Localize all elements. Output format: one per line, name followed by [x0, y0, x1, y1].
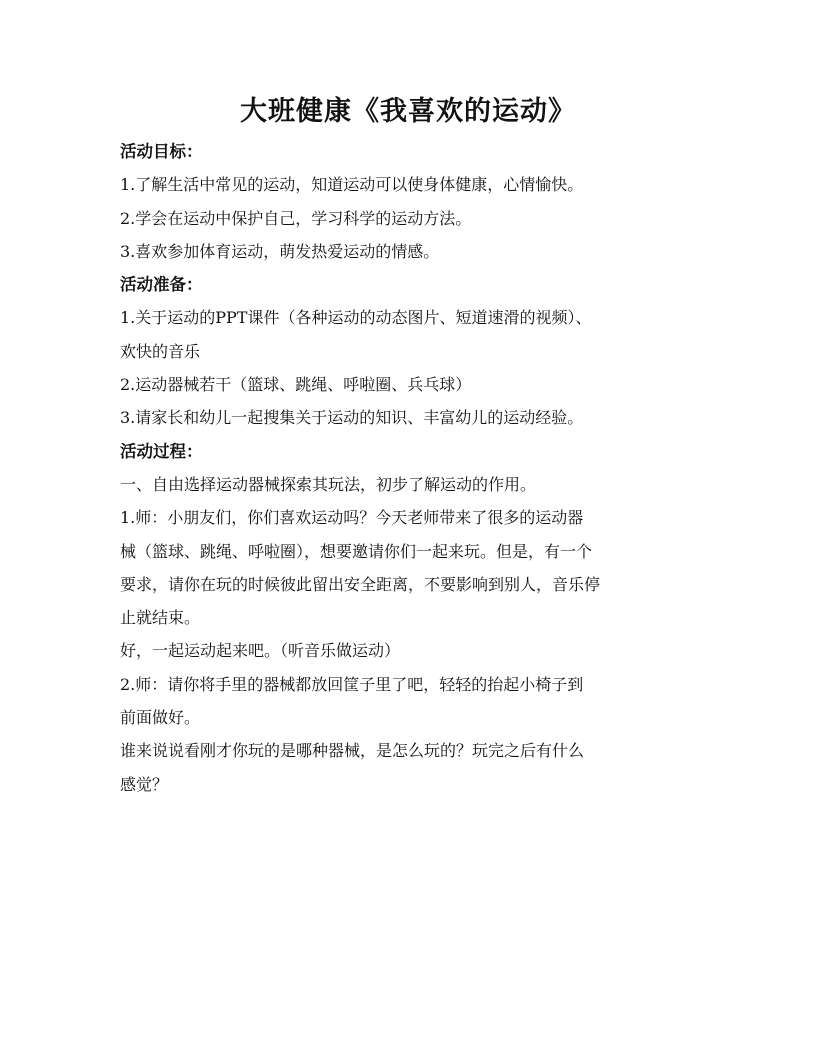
process-paragraph-line: 止就结束。 — [120, 608, 201, 628]
preparation-item-2: 2.运动器械若干（篮球、跳绳、呼啦圈、兵乓球） — [120, 375, 472, 395]
preparation-item-1-continued: 欢快的音乐 — [120, 341, 201, 361]
preparation-item-3: 3.请家长和幼儿一起搜集关于运动的知识、丰富幼儿的运动经验。 — [120, 408, 584, 428]
document-title: 大班健康《我喜欢的运动》 — [240, 96, 576, 127]
goal-item-3: 3.喜欢参加体育运动，萌发热爱运动的情感。 — [120, 241, 440, 261]
process-paragraph-line: 1.师：小朋友们，你们喜欢运动吗？今天老师带来了很多的运动器 — [120, 508, 584, 528]
process-paragraph-line: 好，一起运动起来吧。（听音乐做运动） — [120, 641, 401, 661]
goal-item-2: 2.学会在运动中保护自己，学习科学的运动方法。 — [120, 208, 472, 228]
process-paragraph-line: 谁来说说看刚才你玩的是哪种器械，是怎么玩的？玩完之后有什么 — [120, 741, 585, 761]
section-heading-process: 活动过程： — [120, 441, 203, 461]
section-heading-goals: 活动目标： — [120, 142, 203, 161]
preparation-item-1: 1.关于运动的PPT课件（各种运动的动态图片、短道速滑的视频）、 — [120, 308, 592, 328]
process-paragraph-line: 感觉？ — [120, 774, 169, 794]
goal-item-1: 1.了解生活中常见的运动，知道运动可以使身体健康，心情愉快。 — [120, 175, 584, 195]
process-paragraph-line: 前面做好。 — [120, 708, 201, 728]
process-paragraph-line: 2.师：请你将手里的器械都放回筐子里了吧，轻轻的抬起小椅子到 — [120, 674, 584, 694]
section-heading-preparation: 活动准备： — [120, 275, 203, 295]
document-body — [120, 135, 710, 801]
process-paragraph-line: 要求，请你在玩的时候彼此留出安全距离，不要影响到别人，音乐停 — [120, 574, 601, 594]
process-paragraph-line: 械（篮球、跳绳、呼啦圈），想要邀请你们一起来玩。但是，有一个 — [120, 541, 593, 561]
process-step-1-heading: 一、自由选择运动器械探索其玩法，初步了解运动的作用。 — [120, 474, 537, 494]
